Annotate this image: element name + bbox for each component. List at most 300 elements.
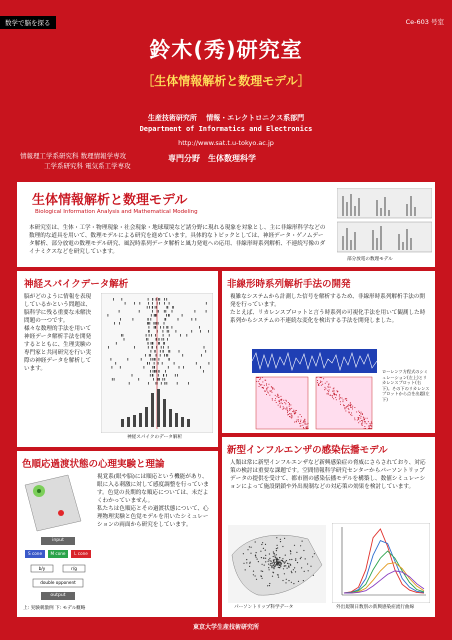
recurrence-dot	[271, 390, 272, 391]
recurrence-dot	[276, 402, 277, 403]
map-dot	[269, 558, 270, 559]
recurrence-dot	[300, 420, 301, 421]
recurrence-dot	[260, 385, 261, 386]
recurrence-dot	[277, 396, 278, 397]
recurrence-dot	[295, 411, 296, 412]
spike-mark	[120, 318, 121, 321]
spike-mark	[172, 306, 173, 309]
map-dot	[275, 562, 276, 563]
spike-mark	[147, 322, 148, 325]
spike-mark	[121, 334, 122, 337]
spike-mark	[148, 302, 149, 305]
recurrence-dot	[258, 377, 259, 378]
spike-mark	[149, 362, 150, 365]
recurrence-dot	[320, 381, 321, 382]
map-dot	[291, 559, 292, 560]
map-dot	[255, 541, 256, 542]
map-dot	[263, 557, 264, 558]
spike-mark	[160, 354, 161, 357]
spike-mark	[163, 374, 164, 377]
recurrence-dot	[307, 426, 308, 427]
map-dot	[264, 565, 265, 566]
color-title: 色順応過渡状態の心理実験と理論	[22, 459, 165, 470]
map-dot	[270, 563, 271, 564]
spike-mark	[114, 322, 115, 325]
spike-mark	[206, 310, 207, 313]
recurrence-dot	[348, 408, 349, 409]
recurrence-dot	[294, 413, 295, 414]
department: Department of Informatics and Electronics	[139, 125, 313, 133]
map-dot	[245, 569, 246, 570]
recurrence-dot	[361, 420, 362, 421]
recurrence-dot	[318, 384, 319, 385]
spike-mark	[154, 362, 155, 365]
recurrence-dot	[317, 382, 318, 383]
recurrence-dot	[343, 400, 344, 401]
recurrence-dot	[348, 409, 349, 410]
map-dot	[277, 559, 278, 560]
recurrence-dot	[306, 428, 307, 429]
spike-mark	[177, 382, 178, 385]
discharge-model-figure	[337, 188, 432, 254]
recurrence-dot	[321, 381, 322, 382]
spike-mark	[155, 322, 156, 325]
map-dot	[278, 559, 279, 560]
recurrence-dot	[347, 406, 348, 407]
map-dot	[243, 553, 244, 554]
map-dot	[310, 566, 311, 567]
spike-mark	[155, 306, 156, 309]
spike-mark	[149, 322, 150, 325]
recurrence-dot	[350, 406, 351, 407]
map-dot	[291, 572, 292, 573]
spike-mark	[188, 382, 189, 385]
recurrence-dot	[362, 414, 363, 415]
spike-mark	[132, 374, 133, 377]
recurrence-dot	[346, 400, 347, 401]
recurrence-dot	[371, 421, 372, 422]
spike-mark	[166, 326, 167, 329]
recurrence-dot	[265, 391, 266, 392]
map-dot	[265, 561, 266, 562]
recurrence-dot	[307, 428, 308, 429]
recurrence-dot	[336, 395, 337, 396]
map-dot	[274, 553, 275, 554]
spike-mark	[163, 342, 164, 345]
recurrence-dot	[300, 421, 301, 422]
spike-mark	[154, 370, 155, 373]
spike-mark	[165, 318, 166, 321]
map-dot	[253, 571, 254, 572]
recurrence-dot	[288, 402, 289, 403]
map-dot	[273, 568, 274, 569]
map-dot	[247, 549, 248, 550]
map-dot	[298, 581, 299, 582]
recurrence-dot	[281, 396, 282, 397]
spike-mark	[152, 302, 153, 305]
recurrence-dot	[345, 411, 346, 412]
recurrence-dot	[350, 414, 351, 415]
recurrence-dot	[365, 428, 366, 429]
recurrence-dot	[362, 423, 363, 424]
recurrence-dot	[291, 415, 292, 416]
spike-mark	[147, 362, 148, 365]
recurrence-dot	[345, 408, 346, 409]
recurrence-dot	[264, 385, 265, 386]
map-dot	[285, 561, 286, 562]
recurrence-dot	[325, 387, 326, 388]
spike-mark	[149, 334, 150, 337]
recurrence-dot	[370, 423, 371, 424]
spike-mark	[129, 382, 130, 385]
map-dot	[294, 545, 295, 546]
map-dot	[256, 552, 257, 553]
spike-mark	[152, 306, 153, 309]
recurrence-dot	[285, 403, 286, 404]
spike-mark	[152, 358, 153, 361]
spike-mark	[148, 338, 149, 341]
recurrence-dot	[291, 418, 292, 419]
map-dot	[246, 559, 247, 560]
recurrence-dot	[287, 414, 288, 415]
recurrence-dot	[328, 394, 329, 395]
flu-map-caption: パーソントリップ科学データ	[234, 605, 294, 610]
top-left-label: 数学で脳を探る	[0, 16, 56, 29]
spike-mark	[199, 326, 200, 329]
map-dot	[261, 557, 262, 558]
map-dot	[282, 546, 283, 547]
spike-mark	[162, 338, 163, 341]
spike-mark	[203, 370, 204, 373]
recurrence-dot	[264, 391, 265, 392]
spike-mark	[156, 314, 157, 317]
map-dot	[286, 579, 287, 580]
recurrence-dot	[262, 377, 263, 378]
recurrence-dot	[268, 393, 269, 394]
recurrence-dot	[332, 397, 333, 398]
spike-mark	[159, 338, 160, 341]
course-2: 工学系研究科 電気系工学専攻	[44, 162, 131, 170]
map-dot	[293, 569, 294, 570]
recurrence-dot	[289, 406, 290, 407]
spike-mark	[164, 302, 165, 305]
recurrence-dot	[321, 377, 322, 378]
spike-mark	[167, 306, 168, 309]
spike-mark	[147, 306, 148, 309]
recurrence-dot	[344, 407, 345, 408]
map-dot	[280, 539, 281, 540]
recurrence-dot	[336, 399, 337, 400]
lab-url[interactable]: http://www.sat.t.u-tokyo.ac.jp	[178, 139, 274, 147]
recurrence-dot	[272, 392, 273, 393]
spike-mark	[148, 342, 149, 345]
map-dot	[289, 559, 290, 560]
recurrence-dot	[290, 409, 291, 410]
recurrence-dot	[345, 398, 346, 399]
recurrence-dot	[334, 394, 335, 395]
map-dot	[278, 567, 279, 568]
spike-mark	[158, 370, 159, 373]
spike-mark	[141, 358, 142, 361]
recurrence-dot	[351, 415, 352, 416]
spike-mark	[150, 358, 151, 361]
recurrence-dot	[298, 419, 299, 420]
recurrence-dot	[266, 383, 267, 384]
spike-mark	[156, 382, 157, 385]
map-dot	[277, 565, 278, 566]
map-dot	[300, 545, 301, 546]
spike-mark	[154, 326, 155, 329]
spike-mark	[178, 318, 179, 321]
spike-mark	[139, 302, 140, 305]
spike-mark	[165, 370, 166, 373]
nonlinear-figure-caption: ローレンツ方程式のシミュレーション(左上)とリカレンスプロット(右下)。その下のリカレンスプロットから点を出題(左下)	[382, 369, 430, 402]
map-dot	[295, 560, 296, 561]
spike-mark	[115, 362, 116, 365]
diagram-label-output: output	[50, 593, 66, 598]
map-dot	[277, 558, 278, 559]
recurrence-dot	[293, 410, 294, 411]
spike-mark	[149, 326, 150, 329]
spike-mark	[148, 322, 149, 325]
spike-mark	[139, 310, 140, 313]
spike-mark	[183, 366, 184, 369]
header	[0, 0, 452, 180]
spike-mark	[204, 346, 205, 349]
map-dot	[269, 585, 270, 586]
spike-mark	[166, 374, 167, 377]
map-dot	[282, 580, 283, 581]
map-dot	[265, 558, 266, 559]
spike-mark	[153, 378, 154, 381]
map-dot	[282, 561, 283, 562]
spike-mark	[205, 350, 206, 353]
map-dot	[253, 574, 254, 575]
recurrence-dot	[303, 427, 304, 428]
spike-mark	[177, 374, 178, 377]
recurrence-dot	[294, 422, 295, 423]
recurrence-dot	[366, 423, 367, 424]
diagram-label-input: input	[52, 538, 64, 543]
spike-mark	[112, 366, 113, 369]
recurrence-dot	[371, 426, 372, 427]
intro-figure-caption: 部分放電の数理モデル	[347, 257, 393, 262]
recurrence-dot	[298, 417, 299, 418]
recurrence-dot	[329, 390, 330, 391]
recurrence-dot	[364, 421, 365, 422]
map-dot	[283, 568, 284, 569]
recurrence-dot	[291, 408, 292, 409]
neural-panel	[17, 271, 218, 447]
spike-mark	[163, 326, 164, 329]
recurrence-dot	[305, 424, 306, 425]
recurrence-dot	[294, 411, 295, 412]
spike-mark	[169, 350, 170, 353]
recurrence-dot	[308, 423, 309, 424]
spike-mark	[154, 366, 155, 369]
map-dot	[268, 559, 269, 560]
recurrence-dot	[334, 394, 335, 395]
map-dot	[303, 580, 304, 581]
spike-mark	[172, 310, 173, 313]
recurrence-dot	[368, 421, 369, 422]
map-dot	[272, 576, 273, 577]
map-dot	[297, 562, 298, 563]
nonlinear-panel	[222, 271, 435, 433]
neural-figure-caption: 神経スパイクのデータ解析	[127, 435, 183, 440]
map-dot	[271, 567, 272, 568]
spike-mark	[158, 362, 159, 365]
map-dot	[291, 582, 292, 583]
spike-mark	[152, 374, 153, 377]
spike-mark	[146, 334, 147, 337]
recurrence-dot	[283, 406, 284, 407]
spike-mark	[152, 346, 153, 349]
recurrence-dot	[280, 399, 281, 400]
map-dot	[270, 560, 271, 561]
map-dot	[284, 573, 285, 574]
map-dot	[314, 553, 315, 554]
spike-mark	[156, 298, 157, 301]
spike-mark	[121, 298, 122, 301]
spike-mark	[176, 330, 177, 333]
spike-mark	[152, 366, 153, 369]
recurrence-dot	[364, 428, 365, 429]
recurrence-dot	[279, 403, 280, 404]
recurrence-dot	[272, 398, 273, 399]
recurrence-dot	[332, 395, 333, 396]
intro-text: 本研究室は、生体・工学・物理現象・社会現象・地球環境など諸分野に現れる現象を対象とし、主に非線形科学などの数理的な道具を用いて、数理モデルによる研究を進めています。具体的なトピックとしては、神経データ・ゲノムデータ解析、部分放電の数理モデル研究、風況時系列データ解析と風力発電への応用、非線形時系列解析、不連続写像のダイナミクスなどを研究しています。	[29, 225, 326, 255]
recurrence-dot	[294, 413, 295, 414]
map-dot	[250, 553, 251, 554]
recurrence-dot	[259, 383, 260, 384]
recurrence-dot	[289, 416, 290, 417]
recurrence-dot	[321, 385, 322, 386]
spike-mark	[169, 302, 170, 305]
color-figure-caption: 上: 実験刺激例 下: モデル概略	[23, 606, 86, 611]
map-dot	[305, 558, 306, 559]
spike-mark	[200, 330, 201, 333]
recurrence-dot	[278, 405, 279, 406]
recurrence-dot	[272, 400, 273, 401]
recurrence-dot	[350, 407, 351, 408]
recurrence-dot	[360, 413, 361, 414]
map-dot	[285, 565, 286, 566]
map-dot	[256, 579, 257, 580]
recurrence-dot	[358, 417, 359, 418]
recurrence-dot	[301, 416, 302, 417]
spike-mark	[163, 330, 164, 333]
map-dot	[281, 563, 282, 564]
map-dot	[271, 565, 272, 566]
spike-mark	[151, 342, 152, 345]
recurrence-dot	[297, 420, 298, 421]
map-dot	[288, 563, 289, 564]
recurrence-dot	[281, 400, 282, 401]
map-dot	[256, 557, 257, 558]
recurrence-dot	[364, 426, 365, 427]
neural-text-1: 脳がどのように情報を表現しているかという問題は、脳科学に残る重要な未解決問題の一つです。	[24, 294, 92, 324]
spike-mark	[155, 334, 156, 337]
spike-mark	[182, 314, 183, 317]
recurrence-dot	[269, 384, 270, 385]
spike-mark	[164, 342, 165, 345]
recurrence-dot	[258, 381, 259, 382]
spike-mark	[166, 298, 167, 301]
person-trip-map	[228, 525, 326, 603]
spike-mark	[160, 350, 161, 353]
recurrence-dot	[303, 421, 304, 422]
spike-mark	[209, 362, 210, 365]
map-dot	[272, 562, 273, 563]
map-dot	[279, 557, 280, 558]
recurrence-dot	[299, 423, 300, 424]
recurrence-dot	[370, 428, 371, 429]
recurrence-dot	[322, 384, 323, 385]
neural-text-2: 様々な数理的手法を用いて神経データ解析手法を開発するとともに、生理実験の専門家と共同研究を行い実際の神経データを解析しています。	[24, 326, 92, 372]
map-dot	[276, 561, 277, 562]
spike-mark	[155, 314, 156, 317]
recurrence-dot	[323, 378, 324, 379]
map-dot	[265, 544, 266, 545]
recurrence-dot	[300, 414, 301, 415]
spike-mark	[148, 298, 149, 301]
map-dot	[285, 555, 286, 556]
recurrence-dot	[304, 428, 305, 429]
spike-mark	[148, 382, 149, 385]
map-dot	[301, 567, 302, 568]
spike-mark	[195, 310, 196, 313]
spike-mark	[167, 306, 168, 309]
map-dot	[290, 565, 291, 566]
recurrence-dot	[267, 392, 268, 393]
recurrence-dot	[354, 407, 355, 408]
map-dot	[303, 550, 304, 551]
color-text	[97, 473, 213, 613]
recurrence-dot	[333, 398, 334, 399]
map-dot	[262, 542, 263, 543]
recurrence-dot	[325, 388, 326, 389]
map-dot	[272, 572, 273, 573]
intro-title-en: Biological Information Analysis and Mathematical Modeling	[35, 209, 198, 215]
diagram-label-s-cone: S cone	[27, 551, 43, 556]
recurrence-plot-figure	[252, 349, 377, 431]
map-dot	[282, 558, 283, 559]
spike-mark	[163, 350, 164, 353]
recurrence-dot	[339, 396, 340, 397]
recurrence-dot	[350, 402, 351, 403]
spike-mark	[161, 382, 162, 385]
spike-mark	[166, 354, 167, 357]
recurrence-dot	[303, 422, 304, 423]
map-dot	[269, 583, 270, 584]
recurrence-dot	[266, 385, 267, 386]
recurrence-dot	[362, 425, 363, 426]
recurrence-dot	[361, 424, 362, 425]
spike-mark	[195, 318, 196, 321]
spike-mark	[153, 370, 154, 373]
recurrence-dot	[304, 420, 305, 421]
recurrence-dot	[283, 400, 284, 401]
map-dot	[249, 546, 250, 547]
recurrence-dot	[288, 414, 289, 415]
spike-mark	[163, 334, 164, 337]
recurrence-dot	[348, 404, 349, 405]
recurrence-dot	[274, 389, 275, 390]
spike-mark	[164, 298, 165, 301]
spike-mark	[167, 354, 168, 357]
recurrence-dot	[262, 387, 263, 388]
